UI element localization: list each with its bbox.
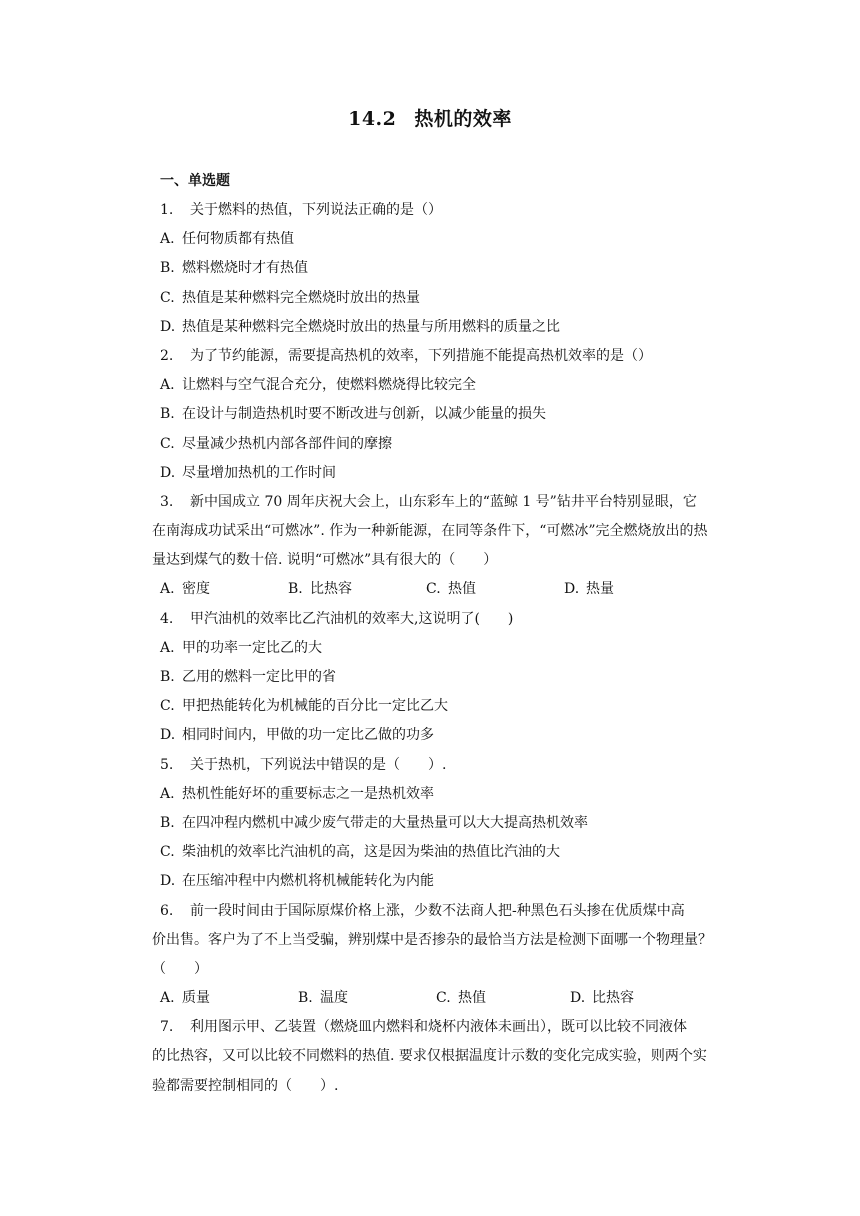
option-d: D. 热值是某种燃料完全燃烧时放出的热量与所用燃料的质量之比 <box>160 318 560 335</box>
page-title <box>0 104 860 131</box>
section-heading: 一、单选题 <box>160 173 230 189</box>
question-number: 4. <box>160 610 174 627</box>
option-b: B. 比热容 <box>288 581 352 598</box>
question-number: 6. <box>160 902 174 919</box>
option-b: B. 在四冲程内燃机中减少废气带走的大量热量可以大大提高热机效率 <box>160 814 588 831</box>
question-6-stem-line-2: 价出售。客户为了不上当受骗，辨别煤中是否掺杂的最恰当方法是检测下面哪一个物理量？ <box>152 931 712 948</box>
question-3-stem-line-2: 在南海成功试采出“可燃冰”. 作为一种新能源，在同等条件下，“可燃冰”完全燃烧放出的热 <box>152 523 708 540</box>
question-number: 1. <box>160 202 174 218</box>
option-d: D. 热量 <box>564 581 614 598</box>
question-6-options <box>160 988 734 1017</box>
question-3-stem-line-1: 3. 新中国成立 70 周年庆祝大会上，山东彩车上的“蓝鲸 1 号”钻井平台特别显眼，它 <box>160 493 697 510</box>
option-d: D. 尽量增加热机的工作时间 <box>160 464 336 481</box>
content <box>152 171 734 1105</box>
option-c: C. 热值 <box>436 990 486 1007</box>
section-number: 14.2 <box>348 108 397 130</box>
question-6-stem-line-1: 6. 前一段时间由于国际原煤价格上涨，少数不法商人把-种黑色石头掺在优质煤中高 <box>160 902 685 919</box>
question-4-stem <box>160 609 734 638</box>
question-number: 2. <box>160 347 174 364</box>
option-a: A. 热机性能好坏的重要标志之一是热机效率 <box>160 785 434 802</box>
option-d: D. 比热容 <box>570 990 634 1007</box>
option-c: C. 甲把热能转化为机械能的百分比一定比乙大 <box>160 698 448 715</box>
question-number: 3. <box>160 493 174 510</box>
question-3-stem-line-3: 量达到煤气的数十倍. 说明“可燃冰”具有很大的（ ） <box>152 552 498 569</box>
option-c: C. 柴油机的效率比汽油机的高，这是因为柴油的热值比汽油的大 <box>160 844 560 861</box>
option-a: A. 让燃料与空气混合充分，使燃料燃烧得比较完全 <box>160 377 476 394</box>
option-a: A. 任何物质都有热值 <box>160 231 294 248</box>
option-b: B. 乙用的燃料一定比甲的省 <box>160 669 336 685</box>
question-number: 7. <box>160 1019 174 1036</box>
question-7-stem-line-3: 验都需要控制相同的（ ）. <box>152 1077 339 1094</box>
question-text: 为了节约能源，需要提高热机的效率，下列措施不能提高热机效率的是（） <box>190 347 652 364</box>
option-d: D. 相同时间内，甲做的功一定比乙做的功多 <box>160 727 434 744</box>
option-a: A. 密度 <box>160 581 210 598</box>
question-7-stem-line-1: 7. 利用图示甲、乙装置（燃烧皿内燃料和烧杯内液体未画出），既可以比较不同液体 <box>160 1019 687 1036</box>
question-7-stem-line-2: 的比热容，又可以比较不同燃料的热值. 要求仅根据温度计示数的变化完成实验，则两个实 <box>152 1048 707 1065</box>
question-5-stem <box>160 755 734 784</box>
option-b: B. 温度 <box>298 990 348 1007</box>
option-b: B. 燃料燃烧时才有热值 <box>160 260 308 277</box>
option-c: C. 尽量减少热机内部各部件间的摩擦 <box>160 435 392 452</box>
question-6-stem-line-3: （ ） <box>152 960 208 977</box>
option-d: D. 在压缩冲程中内燃机将机械能转化为内能 <box>160 873 434 890</box>
option-a: A. 质量 <box>160 990 210 1007</box>
option-a: A. 甲的功率一定比乙的大 <box>160 639 322 656</box>
question-text: 关于燃料的热值，下列说法正确的是（） <box>190 202 442 218</box>
option-b: B. 在设计与制造热机时要不断改进与创新，以减少能量的损失 <box>160 406 546 423</box>
question-3-options <box>160 579 734 608</box>
option-c: C. 热值 <box>426 581 476 598</box>
question-text: 甲汽油机的效率比乙汽油机的效率大,这说明了( ) <box>190 610 514 627</box>
question-text: 关于热机，下列说法中错误的是（ ）. <box>190 756 447 773</box>
question-1-stem <box>160 200 734 229</box>
question-2-stem <box>160 346 734 375</box>
title-text: 热机的效率 <box>414 108 512 130</box>
question-number: 5. <box>160 756 174 773</box>
option-c: C. 热值是某种燃料完全燃烧时放出的热量 <box>160 289 420 306</box>
